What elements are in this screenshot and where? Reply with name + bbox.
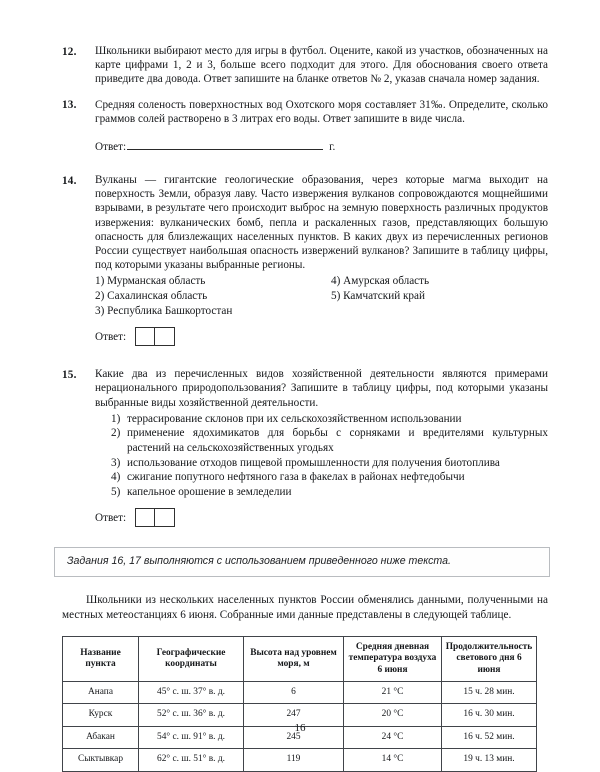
task-14-text: Вулканы — гигантские геологические образования, через которые магма выходит на поверхность Земли, образуя лаву. Часто извержения вулканов сопровождаются мощнейшими взрывами, в результате чего происходит выброс на земную поверхность различных продуктов извержения: вулканических бомб, пепла и раскаленных газов, представляющих большую опасность для близлежащих населенных пунктов. В каких двух из перечисленных регионов России существует наибольшая опасность извержений вулканов? Запишите в таблицу цифры, под которыми указаны выбранные регионы. bbox=[95, 174, 548, 272]
page-number: 16 bbox=[294, 722, 306, 734]
task-15-answer-boxes bbox=[135, 508, 175, 527]
task-15-options bbox=[95, 412, 548, 500]
task-14-options-right-column bbox=[331, 274, 548, 318]
cell-daylight: 19 ч. 13 мин. bbox=[442, 749, 537, 771]
task-14-option-2[interactable]: 2) Сахалинская область bbox=[95, 290, 208, 303]
task-13-answer-input[interactable] bbox=[127, 139, 323, 150]
task-14-answer-cell-1[interactable] bbox=[135, 327, 155, 346]
task-15-option-3-marker: 3) bbox=[111, 456, 121, 469]
task-14-answer-label: Ответ: bbox=[95, 330, 127, 343]
task-15-option-2[interactable] bbox=[111, 426, 548, 455]
task-15-option-3[interactable] bbox=[111, 456, 548, 471]
task-13-answer-label: Ответ: bbox=[95, 141, 127, 154]
task-15-number: 15. bbox=[62, 368, 77, 381]
table-header-settlement: Название пункта bbox=[63, 636, 139, 681]
task-13-answer-line bbox=[95, 139, 548, 153]
meteo-data-table bbox=[62, 636, 537, 772]
task-15-option-4[interactable] bbox=[111, 470, 548, 485]
task-14-answer-row bbox=[95, 327, 548, 346]
task-13-text: Средняя соленость поверхностных вод Охотского моря составляет 31‰. Определите, сколько граммов солей растворено в 3 литрах его воды. Ответ запишите в виде числа. bbox=[95, 98, 548, 125]
table-row bbox=[63, 749, 537, 771]
table-header-daylight: Продолжительность светового дня 6 июня bbox=[442, 636, 537, 681]
cell-coordinates: 52° с. ш. 36° в. д. bbox=[139, 704, 244, 726]
task-15-answer-cell-1[interactable] bbox=[135, 508, 155, 527]
task-15-option-2-text: применение ядохимикатов для борьбы с сорняками и вредителями культурных растений на сельскохозяйственных угодьях bbox=[127, 427, 548, 455]
cell-settlement: Анапа bbox=[63, 682, 139, 704]
task-15-option-2-marker: 2) bbox=[111, 427, 121, 440]
cell-daylight: 16 ч. 30 мин. bbox=[442, 704, 537, 726]
table-intro-text: Школьники из нескольких населенных пунктов России обменялись данными, полученными на местных метеостанциях 6 июня. Собранные ими данные представлены в следующей таблице. bbox=[62, 594, 548, 621]
task-12-text: Школьники выбирают место для игры в футбол. Оцените, какой из участков, обозначенных на карте цифрами 1, 2 и 3, больше всего подходит для этого. Для обоснования своего ответа приведите два довода. Ответ запишите на бланке ответов № 2, указав сначала номер задания. bbox=[95, 45, 548, 86]
cell-altitude: 6 bbox=[244, 682, 344, 704]
task-15-answer-row bbox=[95, 508, 548, 527]
task-12-number: 12. bbox=[62, 45, 77, 58]
task-14 bbox=[62, 173, 548, 346]
task-15-answer-label: Ответ: bbox=[95, 511, 127, 524]
task-15 bbox=[62, 367, 548, 527]
task-12 bbox=[62, 44, 548, 87]
task-15-option-1-marker: 1) bbox=[111, 412, 121, 425]
task-14-option-5[interactable]: 5) Камчатский край bbox=[331, 290, 425, 303]
task-13-number: 13. bbox=[62, 99, 77, 112]
cell-settlement: Курск bbox=[63, 704, 139, 726]
table-header-row bbox=[63, 636, 537, 681]
table-header-temperature: Средняя дневная температура воздуха 6 июня bbox=[344, 636, 442, 681]
task-15-option-1[interactable] bbox=[111, 412, 548, 427]
task-14-options bbox=[95, 274, 548, 318]
task-13 bbox=[62, 98, 548, 153]
task-15-answer-cell-2[interactable] bbox=[155, 508, 175, 527]
task-14-answer-cell-2[interactable] bbox=[155, 327, 175, 346]
task-14-options-left-column bbox=[95, 274, 331, 318]
task-15-option-1-text: террасирование склонов при их сельскохозяйственном использовании bbox=[127, 412, 462, 425]
task-15-option-4-marker: 4) bbox=[111, 471, 121, 484]
cell-settlement: Абакан bbox=[63, 726, 139, 748]
cell-temperature: 20 °С bbox=[344, 704, 442, 726]
task-15-option-5[interactable] bbox=[111, 485, 548, 500]
task-15-option-5-marker: 5) bbox=[111, 485, 121, 498]
task-15-option-5-text: капельное орошение в земледелии bbox=[127, 485, 292, 498]
cell-coordinates: 54° с. ш. 91° в. д. bbox=[139, 726, 244, 748]
cell-temperature: 14 °С bbox=[344, 749, 442, 771]
table-header-altitude: Высота над уровнем моря, м bbox=[244, 636, 344, 681]
instruction-box-text: Задания 16, 17 выполняются с использованием приведенного ниже текста. bbox=[67, 555, 451, 568]
cell-altitude: 119 bbox=[244, 749, 344, 771]
cell-settlement: Сыктывкар bbox=[63, 749, 139, 771]
instruction-box bbox=[54, 547, 550, 577]
cell-daylight: 16 ч. 52 мин. bbox=[442, 726, 537, 748]
task-14-number: 14. bbox=[62, 174, 77, 187]
cell-coordinates: 62° с. ш. 51° в. д. bbox=[139, 749, 244, 771]
cell-altitude: 245 bbox=[244, 726, 344, 748]
task-15-option-3-text: использование отходов пищевой промышленности для получения биотоплива bbox=[127, 456, 500, 469]
task-15-option-4-text: сжигание попутного нефтяного газа в факелах в районах нефтедобычи bbox=[127, 471, 465, 484]
task-14-option-1[interactable]: 1) Мурманская область bbox=[95, 275, 206, 288]
cell-daylight: 15 ч. 28 мин. bbox=[442, 682, 537, 704]
cell-altitude: 247 bbox=[244, 704, 344, 726]
cell-temperature: 24 °С bbox=[344, 726, 442, 748]
cell-coordinates: 45° с. ш. 37° в. д. bbox=[139, 682, 244, 704]
cell-temperature: 21 °С bbox=[344, 682, 442, 704]
table-row bbox=[63, 682, 537, 704]
table-header-coordinates: Географические координаты bbox=[139, 636, 244, 681]
task-14-option-4[interactable]: 4) Амурская область bbox=[331, 275, 430, 288]
task-13-answer-unit: г. bbox=[329, 141, 336, 154]
task-14-option-3[interactable]: 3) Республика Башкортостан bbox=[95, 304, 233, 317]
task-14-answer-boxes bbox=[135, 327, 175, 346]
task-15-text: Какие два из перечисленных видов хозяйственной деятельности являются примерами нерационального природопользования? Запишите в таблицу цифры, под которыми указаны выбранные виды хозяйственной деятельности. bbox=[95, 368, 548, 409]
